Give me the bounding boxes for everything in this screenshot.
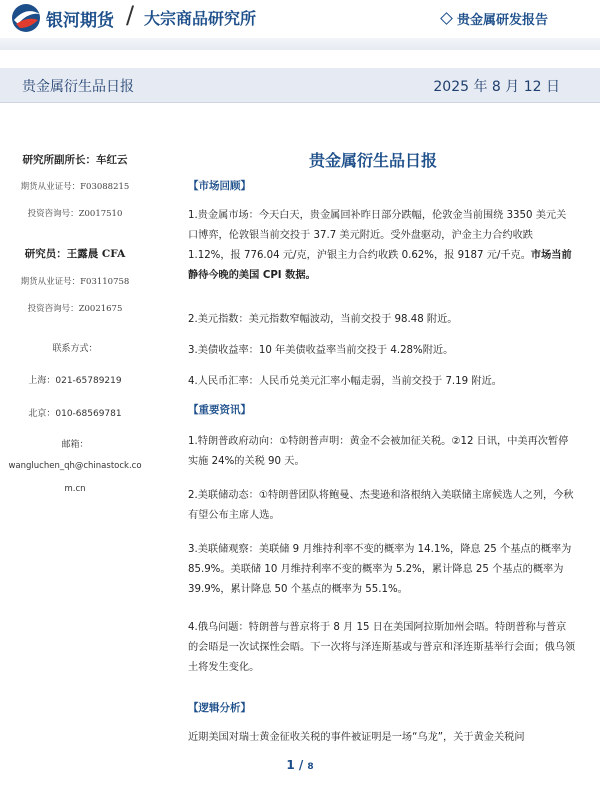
page-separator: / xyxy=(294,758,308,772)
email-label: 邮箱： xyxy=(61,440,89,450)
news-paragraph-1: 1.特朗普政府动向：①特朗普声明：黄金不会被加征关税。②12 日讯，中美再次暂停实施 24%的关税 90 天。 xyxy=(188,436,569,467)
diamond-icon xyxy=(440,12,453,25)
section-news: 【重要资讯】 xyxy=(188,404,251,416)
shanghai-phone: 上海：021-65789219 xyxy=(28,376,122,386)
total-pages: 8 xyxy=(307,762,314,772)
email-address[interactable]: wangluchen_qh@chinastock.co xyxy=(8,461,142,471)
director-advisory: 投资咨询号：Z0017510 xyxy=(27,209,123,219)
report-date: 2025 年 8 月 12 日 xyxy=(433,79,560,95)
market-paragraph-2: 2.美元指数：美元指数窄幅波动，当前交投于 98.48 附近。 xyxy=(188,314,458,325)
galaxy-logo-icon xyxy=(6,2,46,34)
report-type-label: 贵金属研发报告 xyxy=(457,13,549,28)
director-name: 研究所副所长：车红云 xyxy=(22,154,128,166)
page-number xyxy=(0,758,600,772)
header-separator: / xyxy=(126,1,135,29)
news-paragraph-3: 3.美联储观察：美联储 9 月维持利率不变的概率为 14.1%，降息 25 个基点的概率为 85.9%。美联储 10 月维持利率不变的概率为 5.2%，累计降息 25 个基点的概率为 39.9%，累计降息 50 个基点的概率为 55.1%。 xyxy=(188,544,572,595)
news-paragraph-4: 4.俄乌问题：特朗普与普京将于 8 月 15 日在美国阿拉斯加州会晤。特朗普称与普京的会晤是一次试探性会晤。下一次将与泽连斯基或与普京和泽连斯基举行会面；俄乌领土将发生变化。 xyxy=(188,622,576,673)
email-address-cont[interactable]: m.cn xyxy=(64,484,86,494)
institute-name: 大宗商品研究所 xyxy=(144,9,257,28)
contact-title: 联系方式： xyxy=(52,344,98,354)
market-paragraph-4: 4.人民币汇率：人民币兑美元汇率小幅走弱，当前交投于 7.19 附近。 xyxy=(188,376,502,387)
title-band xyxy=(0,68,600,103)
director-license: 期货从业证号：F03088215 xyxy=(20,182,130,192)
market-paragraph-1-text: 1.贵金属市场：今天白天，贵金属回补昨日部分跌幅，伦敦金当前围绕 3350 美元关口博弈，伦敦银当前交投于 37.7 美元附近。受外盘驱动，沪金主力合约收跌 1.12%，报 776.04 元/克，沪银主力合约收跌 0.62%，报 9187 元/千克。 xyxy=(188,210,567,261)
analyst-advisory: 投资咨询号：Z0021675 xyxy=(27,304,123,314)
header-divider xyxy=(0,38,600,50)
news-paragraph-2: 2.美联储动态：①特朗普团队将鲍曼、杰斐逊和洛根纳入美联储主席候选人之列，今秋有望公布主席人选。 xyxy=(188,490,574,521)
current-page: 1 xyxy=(286,758,295,772)
market-paragraph-1-emphasis: 市场当前静待今晚的美国 CPI 数据。 xyxy=(188,250,572,281)
band-title: 贵金属衍生品日报 xyxy=(22,79,134,95)
beijing-phone: 北京：010-68569781 xyxy=(28,409,122,419)
section-logic: 【逻辑分析】 xyxy=(188,702,251,714)
logic-paragraph: 近期美国对瑞士黄金征收关税的事件被证明是一场“乌龙”，关于黄金关税问 xyxy=(188,732,525,743)
analyst-name: 研究员：王露晨 CFA xyxy=(24,248,126,260)
analyst-license: 期货从业证号：F03110758 xyxy=(20,277,130,287)
report-type xyxy=(442,9,548,28)
brand-name: 银河期货 xyxy=(46,11,114,31)
document-title: 贵金属衍生品日报 xyxy=(308,151,437,170)
market-paragraph-1 xyxy=(188,206,576,286)
market-paragraph-3: 3.美债收益率：10 年美债收益率当前交投于 4.28%附近。 xyxy=(188,345,454,356)
section-market-review: 【市场回顾】 xyxy=(188,180,251,192)
